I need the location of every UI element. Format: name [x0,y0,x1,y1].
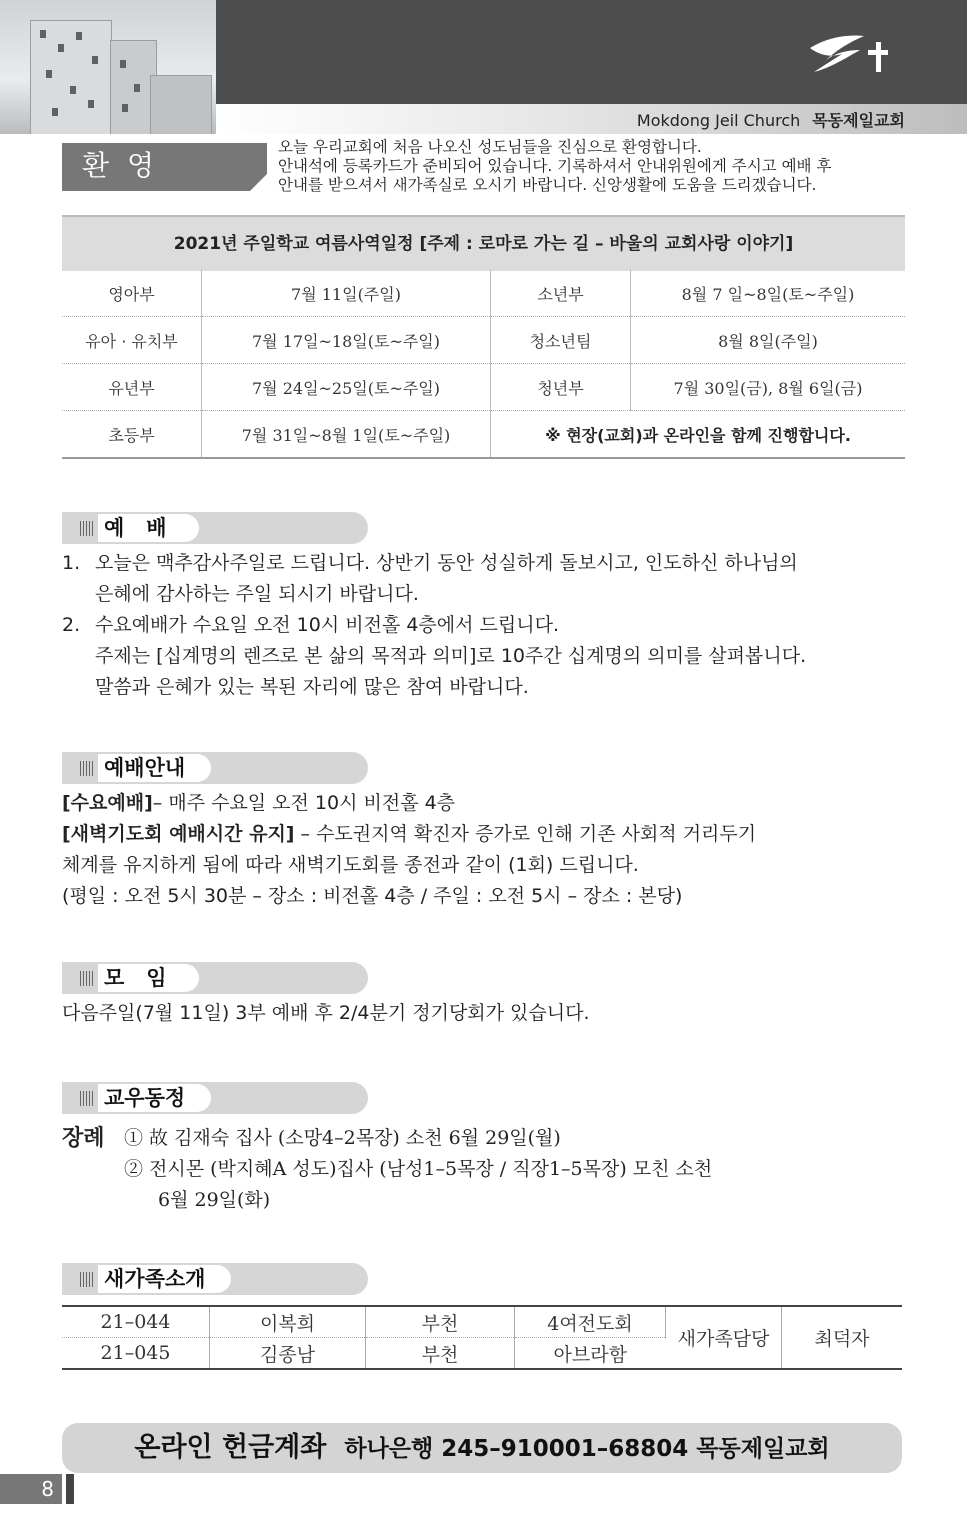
group-cell: 아브라함 [553,1343,627,1366]
table-row [62,317,905,364]
list-item [62,548,905,610]
bars-icon [80,761,94,776]
dept-cell: 영아부 [62,270,202,317]
funeral-line: 6월 29일(화) [158,1189,271,1211]
bars-icon [80,521,94,536]
account-label: 온라인 헌금계좌 [134,1432,327,1463]
dept-cell: 소년부 [491,270,631,317]
date-cell: 8월 7 일~8일(토~주일) [631,270,906,317]
schedule-title: 2021년 주일학교 여름사역일정 [주제 : 로마로 가는 길 – 바울의 교회사랑 이야기] [62,215,905,271]
funeral-line: ② 전시몬 (박지혜A 성도)집사 (남성1–5목장 / 직장1–5목장) 모친 소천 [124,1158,713,1180]
section-title: 예배안내 [98,754,211,782]
table-row [62,1306,902,1338]
section-title: 새가족소개 [98,1265,231,1293]
section-header-new-family [62,1263,368,1295]
name-cell: 이복희 [210,1306,366,1338]
date-cell: 7월 30일(금), 8월 6일(금) [631,364,906,411]
date-cell: 7월 31일~8월 1일(토~주일) [202,411,491,459]
welcome-corner [250,174,267,191]
church-logo-icon [806,28,898,78]
funeral-line: ① 故 김재숙 집사 (소망4–2목장) 소천 6월 29일(월) [124,1127,561,1149]
welcome-text [278,138,908,195]
table-row [62,364,905,411]
new-family-table [62,1305,902,1370]
dept-cell: 초등부 [62,411,202,459]
bars-icon [80,971,94,986]
section-title: 모임 [98,964,199,992]
church-name-ko: 목동제일교회 [812,111,905,130]
welcome-line: 안내를 받으셔서 새가족실로 오시기 바랍니다. 신앙생활에 도움을 드리겠습니다. [278,176,817,194]
section-header-worship-guide [62,752,368,784]
section-title: 교우동정 [98,1084,211,1112]
dept-cell: 유아 · 유치부 [62,317,202,364]
schedule-note: ※ 현장(교회)과 온라인을 함께 진행합니다. [491,411,906,459]
wed-label: [수요예배] [62,792,153,814]
dawn-text: – 수도권지역 확진자 증가로 인해 기존 사회적 거리두기 [294,823,757,845]
date-cell: 8월 8일(주일) [631,317,906,364]
table-row [62,411,905,459]
dept-cell: 청소년팀 [491,317,631,364]
dawn-label: [새벽기도회 예배시간 유지] [62,823,295,845]
welcome-label: 환영 [62,143,267,191]
region-cell: 부천 [366,1338,515,1370]
dept-cell: 유년부 [62,364,202,411]
dawn-line: 체계를 유지하게 됨에 따라 새벽기도회를 종전과 같이 (1회) 드립니다. [62,854,639,876]
section-header-meeting [62,962,368,994]
meeting-text: 다음주일(7월 11일) 3부 예배 후 2/4분기 정기당회가 있습니다. [62,1002,590,1024]
item-line: 은혜에 감사하는 주일 되시기 바랍니다. [95,583,419,605]
dept-cell: 청년부 [491,364,631,411]
item-number: 2. [62,614,81,636]
section-header-worship [62,512,368,544]
account-detail: 하나은행 245–910001–68804 목동제일교회 [344,1436,830,1462]
dawn-line: (평일 : 오전 5시 30분 – 장소 : 비전홀 4층 / 주일 : 오전 5시 – 장소 : 본당) [62,885,683,907]
church-name [637,108,905,131]
church-name-en: Mokdong Jeil Church [636,111,801,130]
date-cell: 7월 17일~18일(토~주일) [202,317,491,364]
section-header-news [62,1082,368,1114]
item-number: 1. [62,552,81,574]
group-cell: 4여전도회 [515,1306,666,1338]
bars-icon [80,1272,94,1287]
wed-text: – 매주 수요일 오전 10시 비전홀 4층 [152,792,456,814]
worship-guide-body [62,788,905,912]
church-building-photo [0,0,216,134]
page-bar [66,1474,74,1504]
funeral-label: 장례 [62,1125,105,1151]
item-line: 주제는 [십계명의 렌즈로 본 삶의 목적과 의미]로 10주간 십계명의 의미를 살펴봅니다. [95,645,807,667]
region-cell: 부천 [366,1306,515,1338]
date-cell: 7월 11일(주일) [202,270,491,317]
id-cell: 21–045 [62,1338,210,1370]
item-line: 수요예배가 수요일 오전 10시 비전홀 4층에서 드립니다. [95,614,559,636]
date-cell: 7월 24일~25일(토~주일) [202,364,491,411]
name-cell: 김종남 [210,1338,366,1370]
list-item [62,610,905,703]
bars-icon [80,1091,94,1106]
id-cell: 21–044 [62,1306,210,1338]
role-cell: 새가족담당 [666,1306,782,1369]
welcome-line: 안내석에 등록카드가 준비되어 있습니다. 기록하셔서 안내위원에게 주시고 예배 후 [278,157,832,175]
item-line: 말씀과 은혜가 있는 복된 자리에 많은 참여 바랍니다. [95,676,529,698]
item-line: 오늘은 맥추감사주일로 드립니다. 상반기 동안 성실하게 돌보시고, 인도하신 하나님의 [95,552,798,574]
section-title: 예배 [98,514,199,542]
online-offering-banner [62,1423,902,1473]
page-number: 8 [0,1474,62,1504]
person-cell: 최덕자 [814,1328,870,1350]
welcome-line: 오늘 우리교회에 처음 나오신 성도님들을 진심으로 환영합니다. [278,138,702,156]
table-row [62,270,905,317]
schedule-table [62,270,905,459]
